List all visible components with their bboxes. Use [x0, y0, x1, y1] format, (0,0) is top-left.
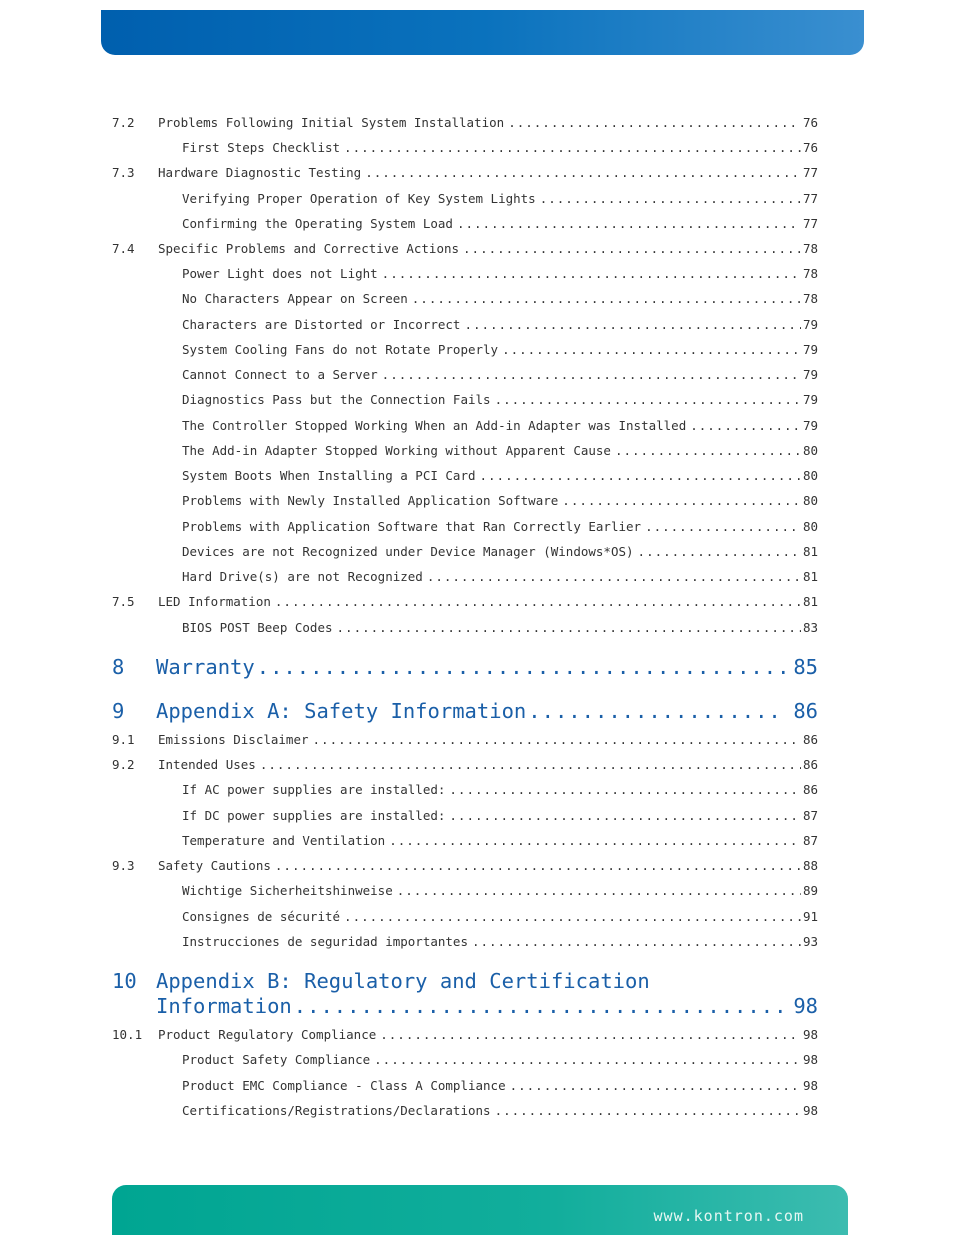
toc-entry-page: 79	[802, 367, 818, 382]
toc-entry-page: 78	[802, 291, 818, 306]
toc-leader-dots	[257, 655, 786, 679]
toc-entry-page: 86	[802, 732, 818, 747]
toc-entry-title: Wichtige Sicherheitshinweise	[182, 883, 393, 898]
toc-entry[interactable]	[182, 569, 818, 584]
toc-leader-dots	[638, 544, 801, 559]
toc-entry-title: Product EMC Compliance - Class A Compliance	[182, 1078, 506, 1093]
toc-entry-page: 79	[802, 392, 818, 407]
footer-banner	[112, 1185, 848, 1235]
toc-leader-dots	[508, 115, 801, 130]
toc-entry-page: 86	[802, 757, 818, 772]
toc-entry[interactable]	[182, 140, 818, 155]
toc-entry-title: No Characters Appear on Screen	[182, 291, 408, 306]
toc-entry[interactable]	[182, 266, 818, 281]
toc-leader-dots	[344, 140, 801, 155]
toc-leader-dots	[645, 519, 801, 534]
toc-entry-number: 10.1	[112, 1027, 143, 1042]
toc-entry-page: 80	[802, 519, 818, 534]
toc-entry[interactable]	[182, 443, 818, 458]
toc-entry-title: Consignes de sécurité	[182, 909, 341, 924]
toc-entry-title: BIOS POST Beep Codes	[182, 620, 333, 635]
toc-entry-page: 88	[802, 858, 818, 873]
toc-leader-dots	[510, 1078, 801, 1093]
toc-entry[interactable]	[182, 620, 818, 635]
toc-leader-dots	[275, 594, 801, 609]
toc-entry-title: The Controller Stopped Working When an Add-in Adapter was Installed	[182, 418, 687, 433]
toc-entry-title: Characters are Distorted or Incorrect	[182, 317, 461, 332]
toc-chapter-number: 8	[112, 655, 125, 679]
toc-entry[interactable]	[112, 115, 818, 130]
toc-entry-page: 80	[802, 443, 818, 458]
toc-entry[interactable]	[182, 291, 818, 306]
toc-chapter-number: 9	[112, 699, 125, 723]
toc-leader-dots	[382, 367, 801, 382]
toc-entry-title: System Cooling Fans do not Rotate Properly	[182, 342, 499, 357]
toc-chapter-regulatory-continued[interactable]	[156, 994, 818, 1018]
toc-entry-page: 77	[802, 191, 818, 206]
toc-leader-dots	[495, 392, 801, 407]
toc-entry-number: 9.3	[112, 858, 135, 873]
toc-entry[interactable]	[182, 1103, 818, 1118]
footer-url[interactable]: www.kontron.com	[653, 1207, 804, 1225]
toc-entry-page: 89	[802, 883, 818, 898]
toc-leader-dots	[397, 883, 801, 898]
toc-entry-title: Emissions Disclaimer	[158, 732, 309, 747]
toc-chapter-page: 98	[793, 994, 818, 1018]
toc-entry[interactable]	[112, 594, 818, 609]
toc-entry-page: 80	[802, 468, 818, 483]
toc-entry-title: If AC power supplies are installed:	[182, 782, 446, 797]
toc-leader-dots	[480, 468, 801, 483]
toc-entry-page: 78	[802, 241, 818, 256]
toc-leader-dots	[457, 216, 801, 231]
toc-entry[interactable]	[182, 367, 818, 382]
toc-entry[interactable]	[182, 216, 818, 231]
toc-entry-title: Cannot Connect to a Server	[182, 367, 378, 382]
toc-entry[interactable]	[112, 1027, 818, 1042]
toc-entry-page: 87	[802, 808, 818, 823]
toc-entry-title: Diagnostics Pass but the Connection Fails	[182, 392, 491, 407]
toc-entry-page: 79	[802, 342, 818, 357]
toc-leader-dots	[528, 699, 785, 723]
toc-leader-dots	[463, 241, 801, 256]
toc-entry[interactable]	[112, 757, 818, 772]
toc-chapter-number: 10	[112, 969, 137, 993]
toc-leader-dots	[449, 808, 801, 823]
toc-leader-dots	[275, 858, 801, 873]
toc-leader-dots	[260, 757, 801, 772]
toc-entry-title: Problems with Newly Installed Application Software	[182, 493, 559, 508]
toc-entry-number: 9.1	[112, 732, 135, 747]
toc-chapter-warranty[interactable]	[112, 655, 818, 679]
toc-entry-page: 81	[802, 544, 818, 559]
toc-entry-page: 98	[802, 1052, 818, 1067]
toc-leader-dots	[615, 443, 801, 458]
toc-entry[interactable]	[182, 883, 818, 898]
toc-entry-page: 81	[802, 594, 818, 609]
toc-entry-page: 77	[802, 216, 818, 231]
toc-entry-title: Safety Cautions	[158, 858, 271, 873]
toc-entry[interactable]	[182, 418, 818, 433]
toc-leader-dots	[337, 620, 801, 635]
toc-entry-number: 7.3	[112, 165, 135, 180]
toc-entry-page: 91	[802, 909, 818, 924]
toc-chapter-page: 85	[793, 655, 818, 679]
toc-entry[interactable]	[112, 165, 818, 180]
toc-entry-page: 87	[802, 833, 818, 848]
toc-entry[interactable]	[182, 392, 818, 407]
toc-entry-page: 98	[802, 1103, 818, 1118]
toc-entry-page: 76	[802, 115, 818, 130]
toc-entry-page: 98	[802, 1078, 818, 1093]
toc-entry-page: 79	[802, 418, 818, 433]
toc-leader-dots	[562, 493, 801, 508]
toc-entry[interactable]	[182, 1078, 818, 1093]
toc-chapter-title: Appendix B: Regulatory and Certification	[156, 969, 650, 993]
toc-entry-page: 77	[802, 165, 818, 180]
toc-entry-title: If DC power supplies are installed:	[182, 808, 446, 823]
toc-entry[interactable]	[112, 241, 818, 256]
toc-entry-title: The Add-in Adapter Stopped Working without Apparent Cause	[182, 443, 611, 458]
toc-entry-title: Intended Uses	[158, 757, 256, 772]
toc-leader-dots	[365, 165, 801, 180]
toc-entry[interactable]	[182, 317, 818, 332]
toc-entry-number: 7.4	[112, 241, 135, 256]
toc-leader-dots	[495, 1103, 801, 1118]
toc-entry-title: System Boots When Installing a PCI Card	[182, 468, 476, 483]
toc-entry-title: Power Light does not Light	[182, 266, 378, 281]
toc-entry-page: 98	[802, 1027, 818, 1042]
toc-leader-dots	[344, 909, 801, 924]
toc-leader-dots	[540, 191, 801, 206]
toc-leader-dots	[389, 833, 801, 848]
toc-entry-page: 79	[802, 317, 818, 332]
toc-entry[interactable]	[182, 544, 818, 559]
toc-chapter-title: Appendix A: Safety Information	[156, 699, 527, 723]
toc-entry-title: Problems with Application Software that Ran Correctly Earlier	[182, 519, 642, 534]
toc-leader-dots	[464, 317, 800, 332]
toc-entry[interactable]	[112, 732, 818, 747]
toc-entry-title: Hardware Diagnostic Testing	[158, 165, 362, 180]
toc-leader-dots	[380, 1027, 801, 1042]
toc-entry-title: Specific Problems and Corrective Actions	[158, 241, 460, 256]
toc-entry-title: LED Information	[158, 594, 271, 609]
toc-entry-title: Hard Drive(s) are not Recognized	[182, 569, 423, 584]
toc-entry[interactable]	[182, 191, 818, 206]
toc-entry-number: 9.2	[112, 757, 135, 772]
toc-chapter-page: 86	[793, 699, 818, 723]
toc-leader-dots	[690, 418, 801, 433]
toc-entry-title: Problems Following Initial System Installation	[158, 115, 505, 130]
toc-leader-dots	[427, 569, 801, 584]
toc-entry-page: 80	[802, 493, 818, 508]
toc-entry[interactable]	[182, 1052, 818, 1067]
toc-chapter-title: Warranty	[156, 655, 255, 679]
toc-leader-dots	[449, 782, 801, 797]
toc-entry[interactable]	[182, 808, 818, 823]
toc-entry-page: 86	[802, 782, 818, 797]
toc-entry[interactable]	[182, 934, 818, 949]
toc-leader-dots	[294, 994, 786, 1018]
toc-entry-title: Devices are not Recognized under Device Manager (Windows*OS)	[182, 544, 634, 559]
toc-entry[interactable]	[112, 858, 818, 873]
toc-entry-page: 78	[802, 266, 818, 281]
toc-leader-dots	[382, 266, 801, 281]
toc-entry-title: Verifying Proper Operation of Key System Lights	[182, 191, 536, 206]
toc-entry[interactable]	[182, 342, 818, 357]
toc-leader-dots	[472, 934, 801, 949]
toc-entry[interactable]	[182, 909, 818, 924]
toc-entry[interactable]	[182, 519, 818, 534]
toc-chapter-title-continued: Information	[156, 994, 292, 1018]
toc-leader-dots	[412, 291, 801, 306]
toc-entry-page: 93	[802, 934, 818, 949]
toc-chapter-safety[interactable]	[112, 699, 818, 723]
toc-entry-title: Certifications/Registrations/Declarations	[182, 1103, 491, 1118]
toc-entry-title: First Steps Checklist	[182, 140, 341, 155]
toc-entry[interactable]	[182, 782, 818, 797]
toc-entry-page: 83	[802, 620, 818, 635]
toc-entry-number: 7.5	[112, 594, 135, 609]
toc-entry-title: Temperature and Ventilation	[182, 833, 386, 848]
toc-entry-title: Product Safety Compliance	[182, 1052, 371, 1067]
toc-leader-dots	[502, 342, 801, 357]
toc-entry-title: Product Regulatory Compliance	[158, 1027, 377, 1042]
toc-entry-title: Instrucciones de seguridad importantes	[182, 934, 468, 949]
header-banner	[101, 10, 864, 55]
toc-entry[interactable]	[182, 493, 818, 508]
toc-entry[interactable]	[182, 833, 818, 848]
toc-entry[interactable]	[182, 468, 818, 483]
toc-leader-dots	[313, 732, 801, 747]
toc-entry-title: Confirming the Operating System Load	[182, 216, 453, 231]
toc-entry-page: 76	[802, 140, 818, 155]
toc-entry-number: 7.2	[112, 115, 135, 130]
toc-entry-page: 81	[802, 569, 818, 584]
toc-leader-dots	[374, 1052, 801, 1067]
toc-chapter-regulatory[interactable]	[112, 969, 650, 993]
